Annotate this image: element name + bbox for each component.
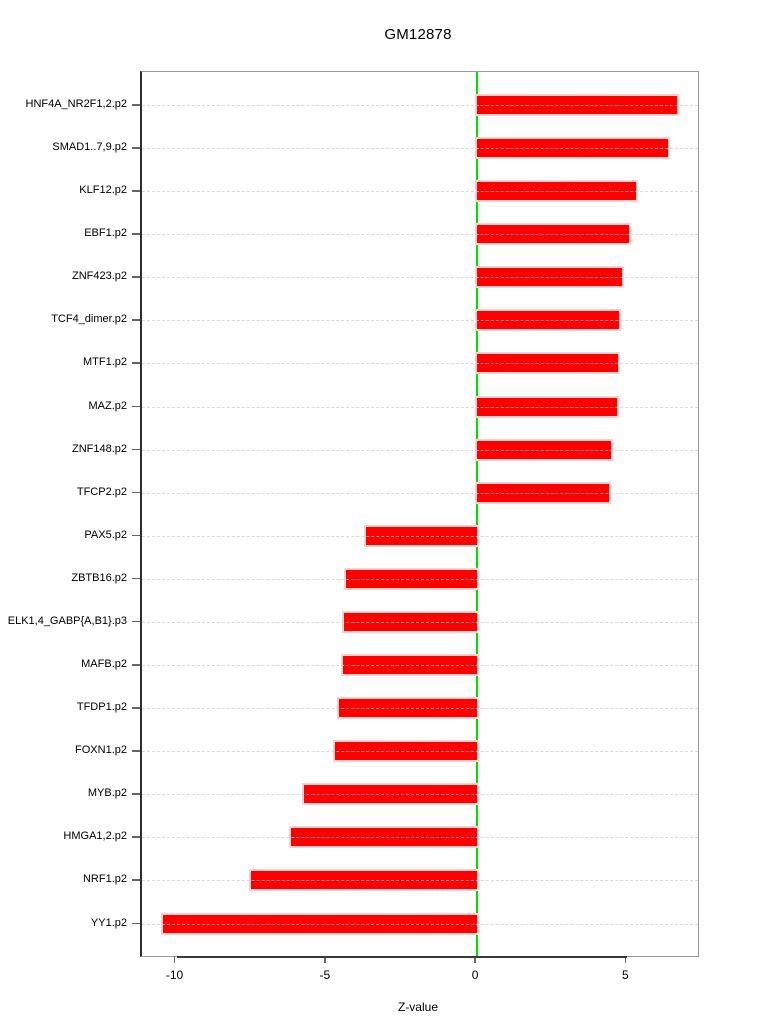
gridline [142,450,698,451]
x-tick-label: -10 [165,968,184,982]
y-tick-label: FOXN1.p2 [75,744,127,757]
gridline [142,234,698,235]
y-axis-tick [132,664,140,666]
gridline [142,536,698,537]
gridline [142,665,698,666]
y-tick-label: KLF12.p2 [79,184,127,197]
y-axis-tick [132,879,140,881]
y-tick-label: MAZ.p2 [88,399,127,412]
gridline [142,320,698,321]
y-tick-label: MTF1.p2 [82,356,127,369]
y-tick-label: ZNF423.p2 [71,270,127,283]
gridline [142,191,698,192]
y-axis-tick [132,276,140,278]
gridline [142,837,698,838]
y-tick-label: TFCP2.p2 [76,485,127,498]
gridline [142,105,698,106]
y-axis-tick [132,362,140,364]
x-axis-tick [174,956,176,963]
gridline [142,794,698,795]
y-tick-label: HNF4A_NR2F1,2.p2 [25,98,127,110]
y-axis-tick [132,406,140,408]
y-tick-label: TCF4_dimer.p2 [51,313,127,326]
gridline [142,407,698,408]
chart-title: GM12878 [384,26,452,43]
y-tick-label: TFDP1.p2 [76,701,127,714]
y-axis-tick [132,449,140,451]
gridline [142,708,698,709]
y-axis-tick [132,319,140,321]
y-tick-label: PAX5.p2 [84,528,127,541]
y-tick-label: EBF1.p2 [84,227,127,240]
gridline [142,880,698,881]
x-tick-label: 0 [471,968,479,982]
x-tick-label: -5 [319,968,331,982]
y-tick-label: MYB.p2 [87,787,127,800]
y-axis-tick [132,104,140,106]
gridline [142,924,698,925]
y-tick-label: ZNF148.p2 [71,442,127,455]
y-tick-label: HMGA1,2.p2 [63,830,127,843]
y-axis-tick [132,147,140,149]
y-tick-label: ZBTB16.p2 [71,571,127,584]
x-tick-label: 5 [622,968,629,982]
y-axis-tick [132,750,140,752]
x-axis-title: Z-value [397,1000,438,1014]
gridline [142,579,698,580]
y-tick-label: YY1.p2 [90,916,127,929]
y-axis-tick [132,535,140,537]
y-tick-label: ELK1,4_GABP{A,B1}.p3 [7,614,127,627]
y-axis-tick [132,707,140,709]
y-axis-tick [132,836,140,838]
y-axis-tick [132,923,140,925]
gridline [142,277,698,278]
zero-reference-line [476,72,478,956]
y-axis-tick [132,233,140,235]
gridline [142,622,698,623]
plot-area [140,71,699,957]
y-axis-tick [132,190,140,192]
gridline [142,148,698,149]
y-tick-label: SMAD1..7,9.p2 [52,141,127,154]
gridline [142,751,698,752]
y-axis-tick [132,492,140,494]
gridline [142,363,698,364]
x-axis-line [177,956,628,958]
y-axis-tick [132,578,140,580]
y-axis-tick [132,793,140,795]
y-axis-tick [132,621,140,623]
y-tick-label: NRF1.p2 [82,873,127,886]
y-tick-label: MAFB.p2 [81,658,127,671]
gridline [142,493,698,494]
